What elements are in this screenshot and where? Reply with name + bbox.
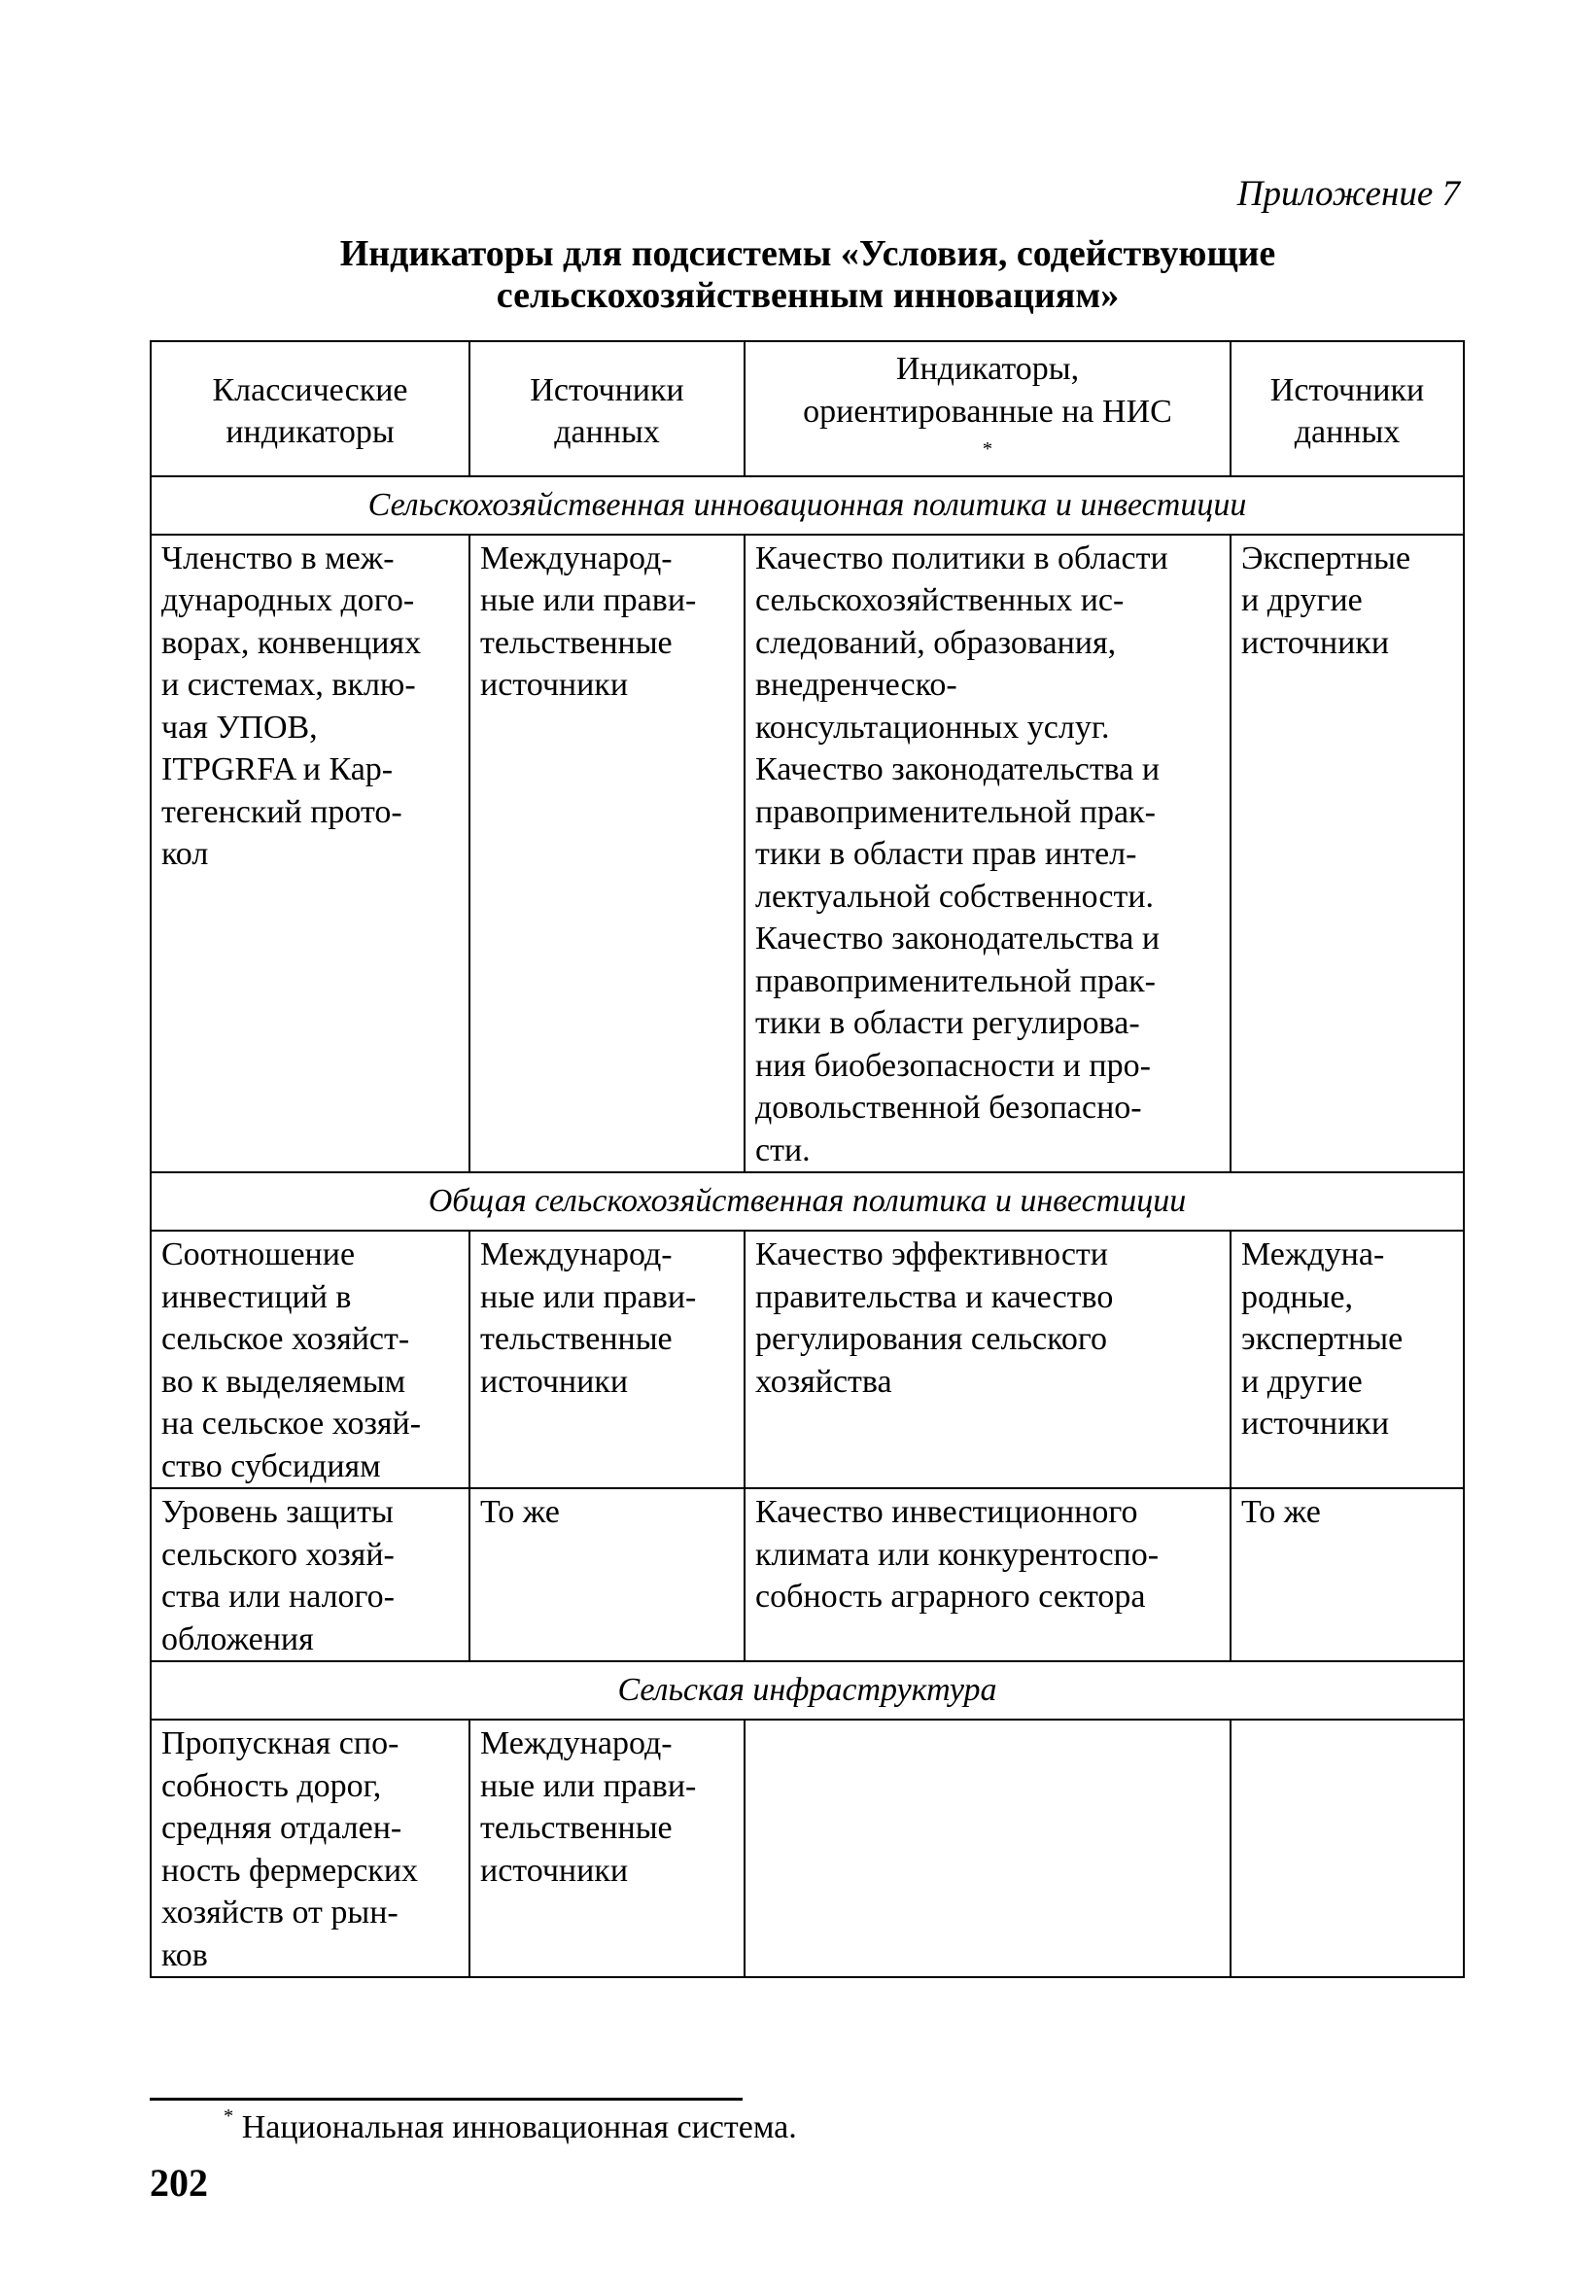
table-cell [1231,1488,1464,1661]
table-cell [1231,535,1464,1173]
section-title: Сельскохозяйственная инновационная политика и инвестиции [151,476,1464,535]
header-line: индикаторы [226,414,395,451]
header-line: данных [554,414,660,451]
footnote-mark: * [982,438,993,460]
header-data-sources [469,341,745,476]
table-cell [469,1231,745,1488]
header-nis-indicators [745,341,1231,476]
indicators-table [150,340,1465,1978]
footnote-mark: * [224,2105,234,2127]
header-line: данных [1294,414,1401,451]
table-cell [745,1488,1231,1661]
cell-text: Междуна- родные, экспертные и другие источники [1241,1236,1404,1442]
section-row [151,1661,1464,1720]
table-cell [151,1488,469,1661]
cell-text: Уровень защиты сельского хозяй- ства или налого- обложения [161,1494,395,1657]
section-title: Общая сельскохозяйственная политика и инвестиции [151,1172,1464,1231]
cell-text: Экспертные и другие источники [1241,539,1411,661]
page-number: 202 [150,2161,208,2205]
table-row [151,535,1464,1173]
header-line: Источники [530,371,684,408]
footnote-divider [150,2098,743,2101]
table-cell [151,1231,469,1488]
section-row [151,476,1464,535]
cell-text: Международ- ные или прави- тельственные источники [480,1236,697,1400]
table-cell [469,1720,745,1977]
section-title: Сельская инфраструктура [151,1661,1464,1720]
table-header-row [151,341,1464,476]
cell-text: То же [1241,1494,1321,1530]
table-row [151,1231,1464,1488]
cell-text: Членство в меж- дународных дого- ворах, конвенциях и системах, вклю- чая УПОВ, ITPGRFA и Кар- тегенский прото- кол [161,539,422,872]
table-cell [745,1231,1231,1488]
table-cell [469,1488,745,1661]
cell-text: Международ- ные или прави- тельственные источники [480,1725,697,1889]
page-title-line-2: сельскохозяйственным инновациям» [496,275,1120,316]
table-cell [469,535,745,1173]
cell-text: Качество политики в области сельскохозяйственных ис- следований, образования, внедренческо- консультационных услуг. Качество законодательства и правоприменительной прак- тики в области прав интел- лектуальной собственности. Качество законодательства и правоприменительной прак- тики в области регулирова- ния биобезопасности и про- довольственной безопасно- сти. [755,539,1168,1168]
cell-text: Пропускная спо- собность дорог, средняя отдален- ность фермерских хозяйств от рын- ков [161,1725,419,1973]
table-cell [745,1720,1231,1977]
page-title [152,233,1464,317]
footnote-text: Национальная инновационная система. [241,2109,797,2145]
header-line-text: ориентированные на НИС [803,393,1172,430]
footnote [224,2105,797,2146]
header-line: Классические [212,371,408,408]
table-cell [151,1720,469,1977]
table-cell [1231,1720,1464,1977]
header-classic-indicators [151,341,469,476]
appendix-label: Приложение 7 [1236,174,1460,214]
header-line [755,391,1220,475]
cell-text: Международ- ные или прави- тельственные источники [480,539,697,703]
cell-text: Качество инвестиционного климата или конкурентоспо- собность аграрного сектора [755,1494,1160,1615]
cell-text: Соотношение инвестиций в сельское хозяйст- во к выделяемым на сельское хозяй- ство субсидиям [161,1236,422,1484]
page-title-line-1: Индикаторы для подсистемы «Условия, содействующие [339,233,1276,274]
table-cell [151,535,469,1173]
table-cell [745,535,1231,1173]
header-line: Источники [1269,371,1425,408]
table-cell [1231,1231,1464,1488]
cell-text: То же [480,1494,560,1530]
header-data-sources-2 [1231,341,1464,476]
table-row [151,1720,1464,1977]
section-row [151,1172,1464,1231]
cell-text: Качество эффективности правительства и качество регулирования сельского хозяйства [755,1236,1114,1400]
header-line: Индикаторы, [895,351,1080,387]
table-row [151,1488,1464,1661]
